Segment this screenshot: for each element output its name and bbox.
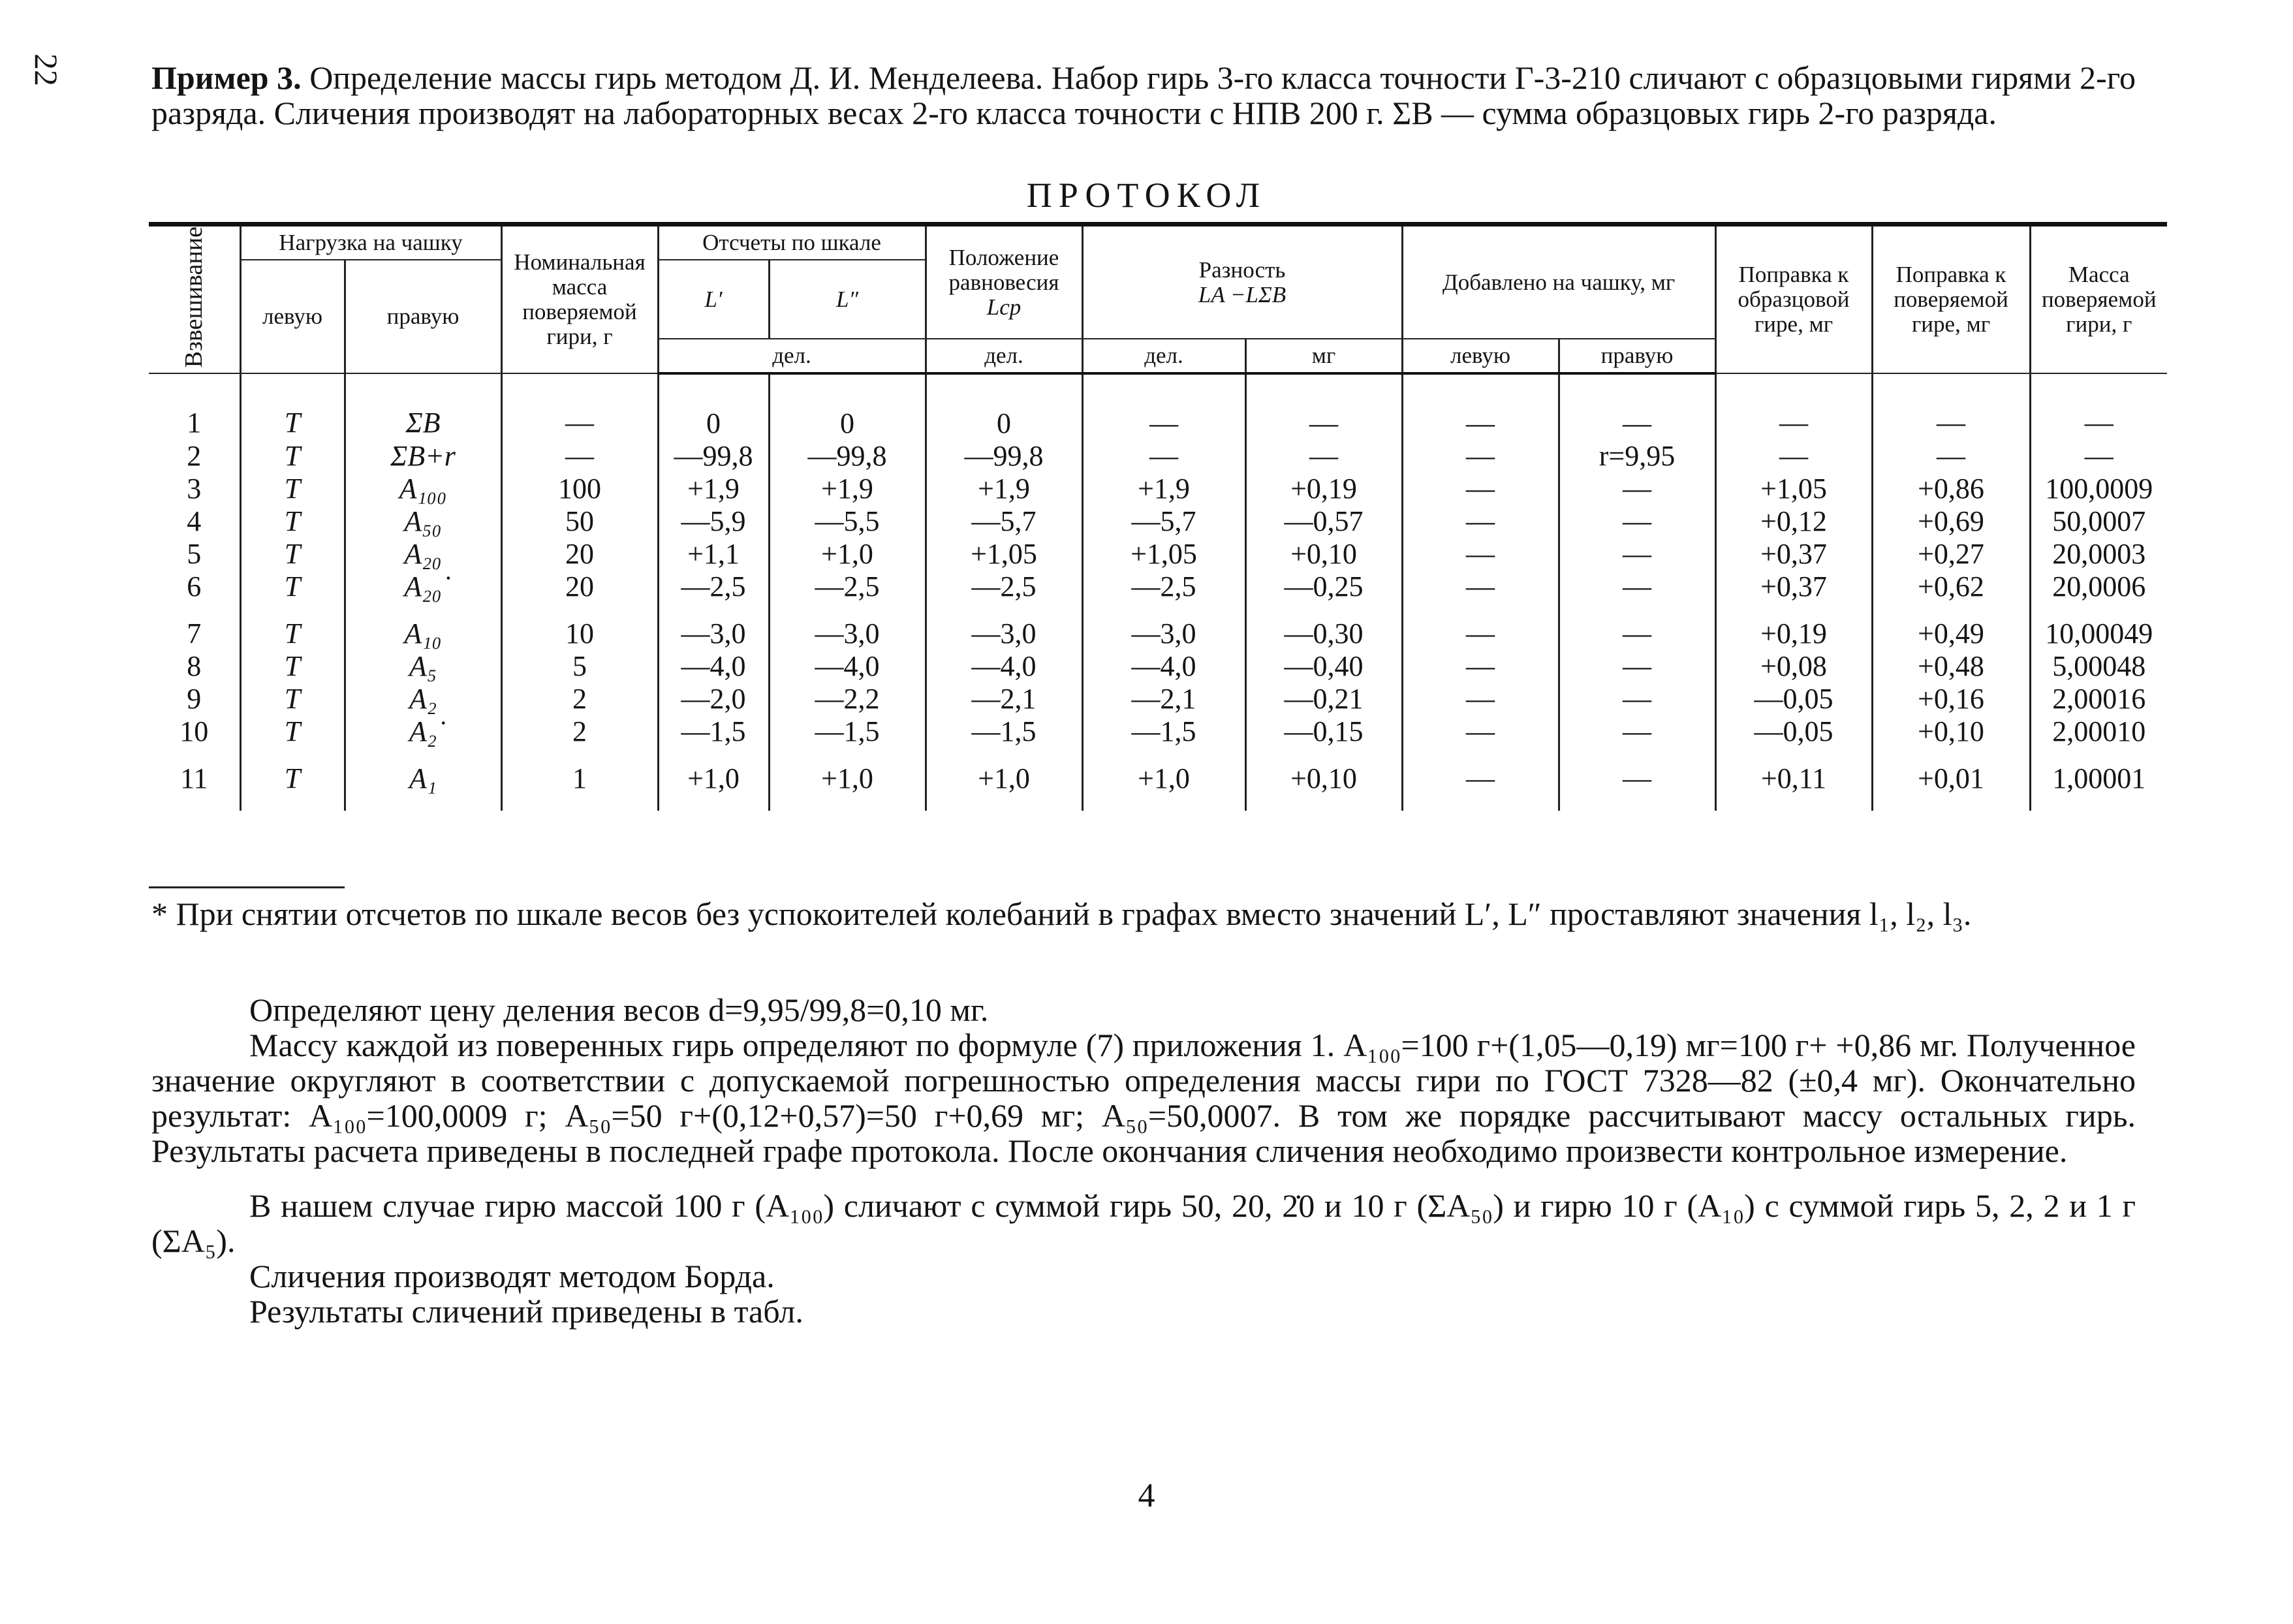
cell-n: 11 [149,762,240,811]
table-row [149,473,2167,505]
cell-add-right: — [1559,715,1715,762]
cell-right: ΣB [345,373,501,440]
cell-mass: 1,00001 [2030,762,2167,811]
cell-nominal: — [501,440,658,473]
body-text [151,992,2136,1329]
cell-n: 2 [149,440,240,473]
cell-n: 8 [149,650,240,683]
intro-paragraph [151,60,2136,131]
cell-corr-test: — [1872,440,2030,473]
cell-add-left: — [1402,715,1559,762]
cell-diff-mg: +0,10 [1245,538,1402,570]
cell-add-left: — [1402,650,1559,683]
body-paragraph-4: Сличения производят методом Борда. [249,1258,775,1294]
cell-add-left: — [1402,762,1559,811]
table-row [149,650,2167,683]
header-load-left: левую [240,260,345,373]
header-equilibrium [926,225,1082,339]
cell-n: 7 [149,617,240,650]
cell-mass: 2,00010 [2030,715,2167,762]
cell-corr-test: — [1872,373,2030,440]
cell-left: T [240,715,345,762]
header-difference-div: дел. [1082,339,1245,373]
cell-add-right: r=9,95 [1559,440,1715,473]
table-row [149,617,2167,650]
cell-right: A₂ [345,683,501,715]
table-row [149,440,2167,473]
cell-left: T [240,505,345,538]
cell-n: 1 [149,373,240,440]
header-weighing: Взвешивание [149,225,240,374]
cell-n: 4 [149,505,240,538]
cell-diff-mg: —0,21 [1245,683,1402,715]
protocol-table-wrap [149,222,2167,811]
cell-add-right: — [1559,650,1715,683]
cell-corr-ref: +0,19 [1715,617,1872,650]
cell-lcp: —3,0 [926,617,1082,650]
header-added: Добавлено на чашку, мг [1402,225,1715,339]
cell-l2: 0 [769,373,926,440]
cell-corr-ref: — [1715,373,1872,440]
cell-diff-mg: — [1245,440,1402,473]
cell-n: 10 [149,715,240,762]
cell-corr-test: +0,86 [1872,473,2030,505]
cell-lcp: —5,7 [926,505,1082,538]
cell-add-left: — [1402,617,1559,650]
cell-l1: +1,9 [658,473,769,505]
cell-lcp: —1,5 [926,715,1082,762]
cell-add-left: — [1402,473,1559,505]
header-readings-unit: дел. [658,339,926,373]
cell-mass: 20,0003 [2030,538,2167,570]
header-corr-ref: Поправка к образцовой гире, мг [1715,225,1872,374]
cell-l2: +1,0 [769,762,926,811]
cell-add-left: — [1402,538,1559,570]
cell-corr-ref: — [1715,440,1872,473]
cell-nominal: 10 [501,617,658,650]
cell-add-right: — [1559,505,1715,538]
intro-text: Определение массы гирь методом Д. И. Менделеева. Набор гирь 3-го класса точности Г-3-210 сличают с образцовыми гирями 2-го разряда. Сличения производят на лабораторных весах 2-го класса точности с НПВ 200 г. ΣВ — сумма образцовых гирь 2-го разряда. [151,59,2136,131]
header-added-left: левую [1402,339,1559,373]
table-row [149,373,2167,440]
cell-l2: +1,9 [769,473,926,505]
cell-corr-test: +0,10 [1872,715,2030,762]
cell-lcp: +1,0 [926,762,1082,811]
cell-nominal: 100 [501,473,658,505]
cell-add-right: — [1559,683,1715,715]
cell-lcp: —99,8 [926,440,1082,473]
protocol-table-body [149,373,2167,811]
header-difference-label: Разность [1198,257,1286,283]
cell-lcp: 0 [926,373,1082,440]
table-row [149,715,2167,762]
body-paragraph-2: Массу каждой из поверенных гирь определяют по формуле (7) приложения 1. A₁₀₀=100 г+(1,05—0,19) мг=100 г+ +0,86 мг. Полученное значение округляют в соответствии с допускаемой погрешностью определения массы гири по ГОСТ 7328—82 (±0,4 мг). Окончательно результат: A₁₀₀=100,0009 г; A₅₀=50 г+(0,12+0,57)=50 г+0,69 мг; A₅₀=50,0007. В том же порядке рассчитывают массу остальных гирь. Результаты расчета приведены в последней графе протокола. После окончания сличения необходимо произвести контрольное измерение. [151,1027,2136,1169]
cell-add-right: — [1559,570,1715,617]
cell-diff-div: —2,5 [1082,570,1245,617]
cell-mass: 5,00048 [2030,650,2167,683]
cell-left: T [240,650,345,683]
cell-lcp: —2,1 [926,683,1082,715]
header-readings: Отсчеты по шкале [658,225,926,260]
body-paragraph-5: Результаты сличений приведены в табл. [249,1293,803,1330]
cell-right: A₂̇ [345,715,501,762]
cell-mass: — [2030,440,2167,473]
cell-add-left: — [1402,570,1559,617]
header-load-right: правую [345,260,501,373]
cell-corr-test: +0,27 [1872,538,2030,570]
cell-n: 6 [149,570,240,617]
cell-add-right: — [1559,617,1715,650]
table-row [149,538,2167,570]
cell-l1: —3,0 [658,617,769,650]
cell-diff-mg: —0,30 [1245,617,1402,650]
cell-corr-test: +0,16 [1872,683,2030,715]
cell-diff-div: +1,0 [1082,762,1245,811]
table-row [149,762,2167,811]
protocol-table [149,222,2167,811]
cell-l2: —5,5 [769,505,926,538]
cell-diff-mg: — [1245,373,1402,440]
cell-left: T [240,538,345,570]
cell-l2: —99,8 [769,440,926,473]
cell-n: 5 [149,538,240,570]
cell-nominal: 5 [501,650,658,683]
header-load: Нагрузка на чашку [240,225,501,260]
cell-nominal: — [501,373,658,440]
cell-l2: —3,0 [769,617,926,650]
cell-right: A₅ [345,650,501,683]
cell-l2: +1,0 [769,538,926,570]
cell-mass: — [2030,373,2167,440]
cell-l1: —1,5 [658,715,769,762]
table-row [149,570,2167,617]
cell-l2: —2,5 [769,570,926,617]
cell-corr-ref: +1,05 [1715,473,1872,505]
cell-corr-ref: —0,05 [1715,715,1872,762]
cell-right: A₅₀ [345,505,501,538]
cell-corr-test: +0,62 [1872,570,2030,617]
header-corr-test: Поправка к поверяемой гире, мг [1872,225,2030,374]
cell-corr-test: +0,49 [1872,617,2030,650]
cell-add-right: — [1559,473,1715,505]
cell-mass: 2,00016 [2030,683,2167,715]
cell-left: T [240,570,345,617]
cell-corr-ref: +0,37 [1715,538,1872,570]
header-difference-formula: LA −LΣB [1198,281,1287,307]
cell-left: T [240,440,345,473]
cell-corr-ref: +0,08 [1715,650,1872,683]
cell-l1: —2,0 [658,683,769,715]
cell-lcp: +1,9 [926,473,1082,505]
cell-nominal: 20 [501,538,658,570]
footnote: * При снятии отсчетов по шкале весов без успокоителей колебаний в графах вместо значений L′, L″ проставляют значения l₁, l₂, l₃. [151,896,1972,932]
cell-corr-test: +0,69 [1872,505,2030,538]
cell-l2: —1,5 [769,715,926,762]
cell-l1: —99,8 [658,440,769,473]
cell-l2: —2,2 [769,683,926,715]
cell-diff-mg: —0,25 [1245,570,1402,617]
protocol-title: ПРОТОКОЛ [1026,176,1267,215]
cell-add-left: — [1402,683,1559,715]
cell-n: 3 [149,473,240,505]
body-paragraph-1: Определяют цену деления весов d=9,95/99,8=0,10 мг. [249,992,989,1028]
header-difference-mg: мг [1245,339,1402,373]
cell-l1: —5,9 [658,505,769,538]
cell-nominal: 50 [501,505,658,538]
cell-diff-div: — [1082,373,1245,440]
header-added-right: правую [1559,339,1715,373]
cell-diff-mg: —0,15 [1245,715,1402,762]
cell-l1: +1,1 [658,538,769,570]
cell-nominal: 1 [501,762,658,811]
header-difference [1082,225,1402,339]
cell-add-left: — [1402,440,1559,473]
cell-lcp: —4,0 [926,650,1082,683]
cell-add-right: — [1559,373,1715,440]
header-reading-l1: L′ [658,260,769,339]
cell-lcp: +1,05 [926,538,1082,570]
cell-diff-div: —1,5 [1082,715,1245,762]
cell-l1: 0 [658,373,769,440]
cell-corr-ref: +0,12 [1715,505,1872,538]
cell-diff-mg: —0,40 [1245,650,1402,683]
cell-l1: —2,5 [658,570,769,617]
cell-right: A₂₀̇ [345,570,501,617]
table-row [149,683,2167,715]
header-equilibrium-symbol: Lср [986,294,1022,320]
cell-left: T [240,473,345,505]
cell-mass: 20,0006 [2030,570,2167,617]
cell-mass: 100,0009 [2030,473,2167,505]
cell-add-right: — [1559,762,1715,811]
cell-right: ΣB+r [345,440,501,473]
cell-diff-div: —4,0 [1082,650,1245,683]
header-equilibrium-unit: дел. [926,339,1082,373]
cell-diff-mg: +0,10 [1245,762,1402,811]
cell-add-left: — [1402,505,1559,538]
cell-add-right: — [1559,538,1715,570]
cell-right: A₁ [345,762,501,811]
header-mass: Масса поверяемой гири, г [2030,225,2167,374]
cell-right: A₂₀ [345,538,501,570]
cell-left: T [240,762,345,811]
cell-n: 9 [149,683,240,715]
table-row [149,505,2167,538]
cell-add-left: — [1402,373,1559,440]
footnote-divider [149,886,345,888]
cell-corr-ref: +0,11 [1715,762,1872,811]
header-nominal: Номинальная масса поверяемой гири, г [501,225,658,374]
cell-diff-div: +1,05 [1082,538,1245,570]
cell-corr-test: +0,01 [1872,762,2030,811]
cell-diff-div: +1,9 [1082,473,1245,505]
cell-right: A₁₀₀ [345,473,501,505]
cell-diff-div: — [1082,440,1245,473]
cell-nominal: 2 [501,683,658,715]
side-page-number: 22 [28,54,65,86]
header-reading-l2: L″ [769,260,926,339]
cell-mass: 50,0007 [2030,505,2167,538]
cell-left: T [240,373,345,440]
example-label: Пример 3. [151,59,302,96]
cell-corr-ref: +0,37 [1715,570,1872,617]
cell-left: T [240,617,345,650]
cell-left: T [240,683,345,715]
cell-l2: —4,0 [769,650,926,683]
header-equilibrium-label: Положение равновесия [948,244,1059,295]
cell-nominal: 20 [501,570,658,617]
cell-diff-div: —2,1 [1082,683,1245,715]
cell-l1: +1,0 [658,762,769,811]
cell-diff-div: —5,7 [1082,505,1245,538]
cell-diff-div: —3,0 [1082,617,1245,650]
body-paragraph-3: В нашем случае гирю массой 100 г (A₁₀₀) сличают с суммой гирь 50, 20, 2̇0 и 10 г (ΣA₅₀) и гирю 10 г (A₁₀) с суммой гирь 5, 2, 2 и 1 г (ΣA₅). [151,1187,2136,1259]
cell-lcp: —2,5 [926,570,1082,617]
cell-diff-mg: +0,19 [1245,473,1402,505]
cell-corr-test: +0,48 [1872,650,2030,683]
cell-l1: —4,0 [658,650,769,683]
cell-mass: 10,00049 [2030,617,2167,650]
page-number: 4 [1138,1477,1155,1514]
cell-corr-ref: —0,05 [1715,683,1872,715]
cell-diff-mg: —0,57 [1245,505,1402,538]
cell-right: A₁₀ [345,617,501,650]
cell-nominal: 2 [501,715,658,762]
